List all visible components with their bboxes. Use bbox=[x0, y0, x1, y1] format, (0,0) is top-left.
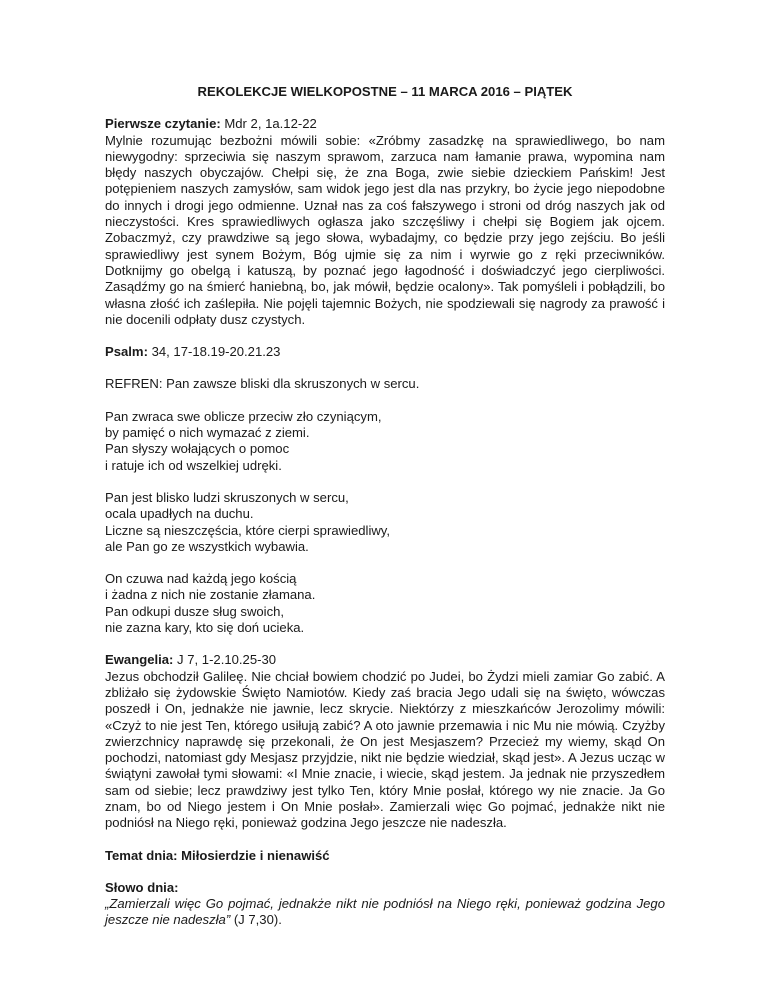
psalm-line: Pan jest blisko ludzi skruszonych w sercu, bbox=[105, 489, 349, 505]
psalm-stanza bbox=[105, 571, 665, 636]
psalm-line: i żadna z nich nie zostanie złamana. bbox=[105, 587, 316, 603]
word-of-day-ref: (J 7,30). bbox=[230, 912, 282, 928]
psalm-line: ale Pan go ze wszystkich wybawia. bbox=[105, 538, 309, 554]
psalm-line: On czuwa nad każdą jego kością bbox=[105, 571, 297, 587]
gospel bbox=[105, 652, 665, 831]
first-reading bbox=[105, 116, 665, 328]
psalm-stanza bbox=[105, 409, 665, 474]
psalm-label: Psalm: bbox=[105, 344, 148, 360]
word-of-day bbox=[105, 880, 665, 929]
word-of-day-quote: „Zamierzali więc Go pojmać, jednakże nikt nie podniósł na Niego ręki, ponieważ godzina Jego jeszcze nie nadeszła” bbox=[105, 896, 665, 928]
gospel-ref: J 7, 1-2.10.25-30 bbox=[173, 652, 277, 668]
theme-of-day: Temat dnia: Miłosierdzie i nienawiść bbox=[105, 847, 330, 863]
first-reading-label: Pierwsze czytanie: bbox=[105, 116, 221, 132]
psalm-stanza bbox=[105, 490, 665, 555]
word-of-day-label: Słowo dnia: bbox=[105, 879, 179, 895]
psalm-heading bbox=[105, 344, 665, 360]
psalm-refrain: REFREN: Pan zawsze bliski dla skruszonych w sercu. bbox=[105, 376, 420, 392]
psalm-line: nie zazna kary, kto się doń ucieka. bbox=[105, 620, 305, 636]
psalm-line: Pan odkupi dusze sług swoich, bbox=[105, 603, 285, 619]
page-title: REKOLEKCJE WIELKOPOSTNE – 11 MARCA 2016 – PIĄTEK bbox=[197, 84, 573, 99]
psalm-line: i ratuje ich od wszelkiej udręki. bbox=[105, 457, 282, 473]
psalm-line: Liczne są nieszczęścia, które cierpi sprawiedliwy, bbox=[105, 522, 391, 538]
psalm-line: Pan zwraca swe oblicze przeciw zło czyniącym, bbox=[105, 408, 382, 424]
document-page bbox=[105, 84, 665, 945]
psalm-line: ocala upadłych na duchu. bbox=[105, 506, 254, 522]
first-reading-text: Mylnie rozumując bezbożni mówili sobie: «Zróbmy zasadzkę na sprawiedliwego, bo nam niewygodny: sprzeciwia się naszym sprawom, zarzuca nam łamanie prawa, wypomina nam błędy naszych obyczajów. Chełpi się, że zna Boga, zwie siebie dzieckiem Pańskim! Jest potępieniem naszych zamysłów, sam widok jego jest dla nas przykry, bo życie jego niepodobne do innych i drogi jego odmienne. Uznał nas za coś fałszywego i stroni od dróg naszych jak od nieczystości. Kres sprawiedliwych ogłasza jako szczęśliwy i chełpi się Bogiem jak ojcem. Zobaczmyż, czy prawdziwe są jego słowa, wybadajmy, co będzie przy jego zejściu. Bo jeśli sprawiedliwy jest synem Bożym, Bóg ujmie się za nim i wyrwie go z ręki przeciwników. Dotknijmy go obelgą i katuszą, by poznać jego łagodność i doświadczyć jego cierpliwości. Zasądźmy go na śmierć haniebną, bo, jak mówił, będzie ocalony». Tak pomyśleli i pobłądzili, bo własna złość ich zaślepiła. Nie pojęli tajemnic Bożych, nie spodziewali się nagrody za prawość i nie docenili odpłaty dusz czystych. bbox=[105, 132, 665, 327]
gospel-label: Ewangelia: bbox=[105, 652, 174, 668]
first-reading-ref: Mdr 2, 1a.12-22 bbox=[220, 116, 317, 132]
psalm-line: by pamięć o nich wymazać z ziemi. bbox=[105, 425, 310, 441]
gospel-text: Jezus obchodził Galileę. Nie chciał bowiem chodzić po Judei, bo Żydzi mieli zamiar Go zabić. A zbliżało się żydowskie Święto Namiotów. Kiedy zaś bracia Jego udali się na święto, wówczas poszedł i On, jednakże nie jawnie, lecz skrycie. Niektórzy z mieszkańców Jerozolimy mówili: «Czyż to nie jest Ten, którego usiłują zabić? A oto jawnie przemawia i nic Mu nie mówią. Czyżby zwierzchnicy naprawdę się przekonali, że On jest Mesjaszem? Przecież my wiemy, skąd On pochodzi, natomiast gdy Mesjasz przyjdzie, nikt nie będzie wiedział, skąd jest». A Jezus ucząc w świątyni zawołał tymi słowami: «I Mnie znacie, i wiecie, skąd jestem. Ja jednak nie przyszedłem sam od siebie; lecz prawdziwy jest tylko Ten, który Mnie posłał, którego wy nie znacie. Ja Go znam, bo od Niego jestem i On Mnie posłał». Zamierzali więc Go pojmać, jednakże nikt nie podniósł na Niego ręki, ponieważ godzina Jego jeszcze nie nadeszła. bbox=[105, 668, 665, 831]
psalm-ref: 34, 17-18.19-20.21.23 bbox=[147, 344, 281, 360]
psalm-line: Pan słyszy wołających o pomoc bbox=[105, 441, 290, 457]
